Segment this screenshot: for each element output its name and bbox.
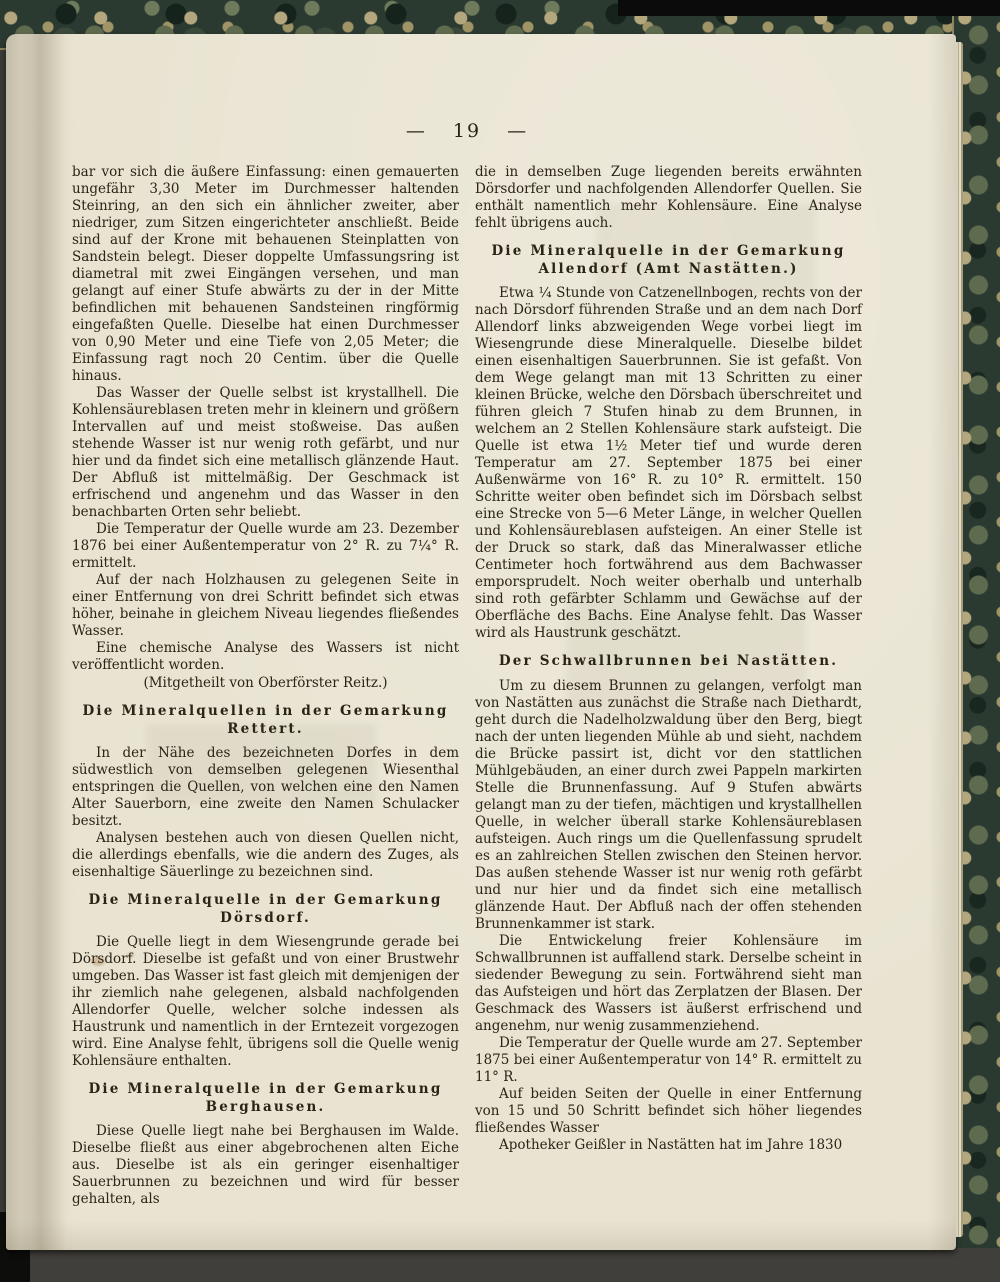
page-content [72,90,862,1208]
page-gutter-crease [20,34,66,1250]
two-column-text-layout [72,164,862,1208]
backdrop-shadow-top-right [618,0,1000,16]
paragraph: Apotheker Geißler in Nastätten hat im Jahre 1830 [499,1136,843,1153]
paragraph: Diese Quelle liegt nahe bei Berghausen im Walde. Dieselbe fließt aus einer abgebrochenen alten Eiche aus. Dieselbe ist als ein geringer eisenhaltiger Sauerbrunnen zu bezeichnen und wird für besser gehalten, als [72,1123,459,1208]
section-heading-schwallbrunnen: Der Schwallbrunnen bei Nastätten. [498,653,839,670]
section-heading-doersdorf: Die Mineralquelle in der Gemarkung Dörsdorf. [88,892,443,926]
section-heading-berghausen: Die Mineralquelle in der Gemarkung Berghausen. [88,1081,443,1115]
paragraph: In der Nähe des bezeichneten Dorfes in dem südwestlich von demselben gelegenen Wiesenthal entspringen die Quellen, von welchen eine den Namen Alter Sauerborn, eine zweite den Namen Schulacker besitzt. [72,745,459,830]
section-heading-allendorf: Die Mineralquelle in der Gemarkung Allendorf (Amt Nastätten.) [491,243,846,277]
text-column-left [72,164,459,1208]
paragraph: Die Quelle liegt in dem Wiesengrunde gerade bei Dörsdorf. Dieselbe ist gefaßt und von einer Brustwehr umgeben. Das Wasser ist fast gleich mit demjenigen der ihr ziemlich nahe gelegenen, alsbald nachfolgenden Allendorfer Quelle, welcher solche indessen als Haustrunk und namentlich in der Erntezeit vorgezogen wird. Eine Analyse fehlt, übrigens soll die Quelle wenig Kohlensäure enthalten. [72,934,459,1070]
page-number: 19 [452,120,482,142]
header-dash-left: — [405,120,427,142]
header-dash-right: — [507,120,529,142]
contributor-credit-line: (Mitgetheilt von Oberförster Reitz.) [143,675,388,691]
paragraph: Etwa ¼ Stunde von Catzenellnbogen, rechts von der nach Dörsdorf führenden Straße und an dem nach Dorf Allendorf links abzweigenden Wege vorbei liegt im Wiesengrunde diese Mineralquelle. Dieselbe bildet einen eisenhaltigen Sauerbrunnen. Sie ist gefaßt. Von dem Wege gelangt man mit 13 Schritten zu einer kleinen Brücke, welche den Dörsbach überschreitet und führen gleich 7 Stufen hinab zu dem Brunnen, in welchem an 2 Stellen Kohlensäure stark aufsteigt. Die Quelle ist etwa 1½ Meter tief und wurde deren Temperatur am 27. September 1875 bei einer Außenwärme von 16° R. zu 10° R. ermittelt. 150 Schritte weiter oben befindet sich im Dörsbach selbst eine Strecke von 5—6 Meter Länge, in welcher Quellen und Kohlensäureblasen aufsteigen. An einer Stelle ist der Druck so stark, daß das Mineralwasser etliche Centimeter hoch fortwährend aus dem Bachwasser emporsprudelt. Noch weiter oberhalb und unterhalb sind roth gefärbter Schlamm und Gewächse auf der Oberfläche des Bachs. Eine Analyse fehlt. Das Wasser wird als Haustrunk geschätzt. [475,285,862,642]
paragraph: Die Temperatur der Quelle wurde am 27. September 1875 bei einer Außentemperatur von 14° R. ermittelt zu 11° R. [475,1034,862,1085]
paragraph: Das Wasser der Quelle selbst ist krystallhell. Die Kohlensäureblasen treten mehr in kleinern und größern Intervallen auf und meist stoßweise. Das außen stehende Wasser ist nur wenig roth gefärbt, und nur hier und da findet sich eine metallisch glänzende Haut. Der Abfluß ist mittelmäßig. Der Geschmack ist erfrischend und angenehm und das Wasser in den benachbarten Orten sehr beliebt. [72,385,459,520]
paragraph: Eine chemische Analyse des Wassers ist nicht veröffentlicht worden. [72,640,459,673]
page-number-header [72,120,862,142]
book-page [6,34,956,1250]
paragraph: Analysen bestehen auch von diesen Quellen nicht, die allerdings ebenfalls, wie die andern des Zuges, als eisenhaltige Säuerlinge zu bezeichnen sind. [72,830,459,881]
backdrop-surface-bottom [0,1248,1000,1282]
paragraph: Auf beiden Seiten der Quelle in einer Entfernung von 15 und 50 Schritt befindet sich höher liegendes fließendes Wasser [475,1085,862,1136]
paragraph: bar vor sich die äußere Einfassung: einen gemauerten ungefähr 3,30 Meter im Durchmesser haltenden Steinring, an den sich ein ähnlicher zweiter, aber niedriger, zum Sitzen eingerichteter anschließt. Beide sind auf der Krone mit behauenen Steinplatten von Sandstein belegt. Dieser doppelte Umfassungsring ist diametral mit zwei Eingängen versehen, und man gelangt auf einer Stufe abwärts zu der in der Mitte befindlichen mit behauenen Sandsteinen ringförmig eingefaßten Quelle. Dieselbe hat einen Durchmesser von 0,90 Meter und eine Tiefe von 2,05 Meter; die Einfassung ragt noch 20 Centim. über die Quelle hinaus. [72,164,459,384]
paragraph: Auf der nach Holzhausen zu gelegenen Seite in einer Entfernung von drei Schritt befindet sich etwas höher, beinahe in gleichem Niveau liegendes fließendes Wasser. [72,572,459,639]
paragraph: Die Entwickelung freier Kohlensäure im Schwallbrunnen ist auffallend stark. Derselbe scheint in siedender Bewegung zu sein. Fortwährend sieht man das Aufsteigen und hört das Zerplatzen der Blasen. Der Geschmack des Wassers ist äußerst erfrischend und angenehm, nur wenig zusammenziehend. [475,932,862,1034]
stacked-page-edges [956,42,963,1237]
paragraph: Die Temperatur der Quelle wurde am 23. Dezember 1876 bei einer Außentemperatur von 2° R. zu 7¼° R. ermittelt. [72,521,459,571]
paragraph: Um zu diesem Brunnen zu gelangen, verfolgt man von Nastätten aus zunächst die Straße nach Diethardt, geht durch die Nadelholzwaldung über den Berg, biegt nach der unten liegenden Mühle ab und sieht, nachdem die Brücke passirt ist, dicht vor den stattlichen Mühlgebäuden, an einer durch zwei Pappeln markirten Stelle die Brunnenfassung. Auf 9 Stufen abwärts gelangt man zu der tiefen, mächtigen und krystallhellen Quelle, in welcher überall starke Kohlensäureblasen aufsteigen. Auch rings um die Quellenfassung sprudelt es an zahlreichen Stellen zwischen den Steinen hervor. Das außen stehende Wasser ist nur wenig roth gefärbt und nur hier und da findet sich eine metallisch glänzende Haut. Der Abfluß nach der offen stehenden Brunnenkammer ist stark. [475,677,862,932]
section-heading-rettert: Die Mineralquellen in der Gemarkung Rettert. [82,703,449,737]
text-column-right [475,164,862,1208]
paragraph: die in demselben Zuge liegenden bereits erwähnten Dörsdorfer und nachfolgenden Allendorfer Quellen. Sie enthält namentlich mehr Kohlensäure. Eine Analyse fehlt übrigens auch. [475,164,862,231]
